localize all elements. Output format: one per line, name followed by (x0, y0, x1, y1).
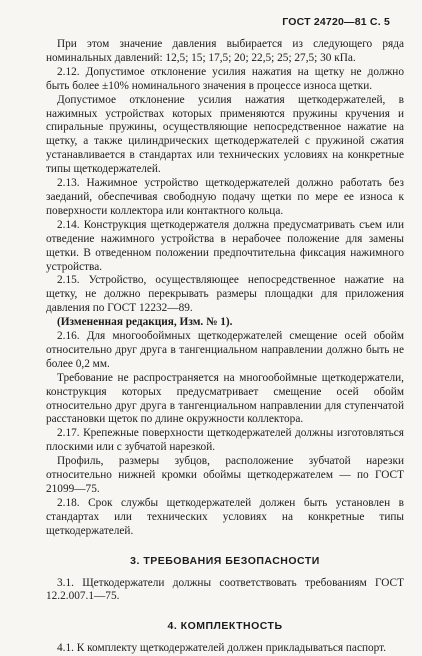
section-heading: 4. КОМПЛЕКТНОСТЬ (167, 620, 283, 633)
paragraph: 2.12. Допустимое отклонение усилия нажатия на щетку не должно быть более ±10% номинального значения в процессе износа щетки. (46, 65, 404, 92)
paragraph: Требование не распространяется на многообоймные щеткодержатели, конструкция которых предусматривает смещение осей обойм относительно друг друга в тангенциальном направлении для ступенчатой расстановки щеток по длине окружности коллектора. (46, 371, 404, 426)
paragraph: 2.18. Срок службы щеткодержателей должен быть установлен в стандартах или технических условиях на конкретные типы щеткодержателей. (46, 496, 404, 537)
section-heading: 3. ТРЕБОВАНИЯ БЕЗОПАСНОСТИ (130, 554, 320, 567)
document-body (46, 38, 404, 656)
paragraph: 2.16. Для многообоймных щеткодержателей смещение осей обойм относительно друг друга в тангенциальном направлении должно быть не более 0,2 мм. (46, 330, 404, 370)
paragraph: 3.1. Щеткодержатели должны соответствовать требованиям ГОСТ 12.2.007.1—75. (46, 576, 404, 603)
paragraph: При этом значение давления выбирается из следующего ряда номинальных давлений: 12,5; 15; 17,5; 20; 22,5; 25; 27,5; 30 кПа. (46, 38, 404, 64)
paragraph: 2.15. Устройство, осуществляющее непосредственное нажатие на щетку, не должно перекрывать размеры площадки для приложения давления по ГОСТ 12232—89. (46, 274, 404, 315)
paragraph: Допустимое отклонение усилия нажатия щеткодержателей, в нажимных устройствах которых применяются пружины кручения и спиральные пружины, осуществляющие непосредственное нажатие на щетку, а также цилиндрических щеткодержателей с пружиной сжатия устанавливается в стандартах или технических условиях на конкретные типы щеткодержателей. (46, 93, 404, 176)
page-header: ГОСТ 24720—81 С. 5 (282, 16, 390, 28)
paragraph: Профиль, размеры зубцов, расположение зубчатой нарезки относительно нижней кромки обоймы щеткодержателем — по ГОСТ 21099—75. (46, 455, 404, 495)
paragraph: 2.13. Нажимное устройство щеткодержателей должно работать без заеданий, обеспечивая свободную подачу щетки по мере ее износа к поверхности коллектора или контактного кольца. (46, 177, 404, 217)
amendment-note: (Измененная редакция, Изм. № 1). (57, 316, 233, 329)
paragraph: 2.17. Крепежные поверхности щеткодержателей должны изготовляться плоскими или с зубчатой нарезкой. (46, 427, 404, 454)
paragraph: 2.14. Конструкция щеткодержателя должна предусматривать съем или отведение нажимного устройства в нерабочее положение для замены щетки. В отведенном положении предпочтительна фиксация нажимного устройства. (46, 218, 404, 273)
paragraph: 4.1. К комплекту щеткодержателей должен прикладываться паспорт. (57, 642, 387, 655)
